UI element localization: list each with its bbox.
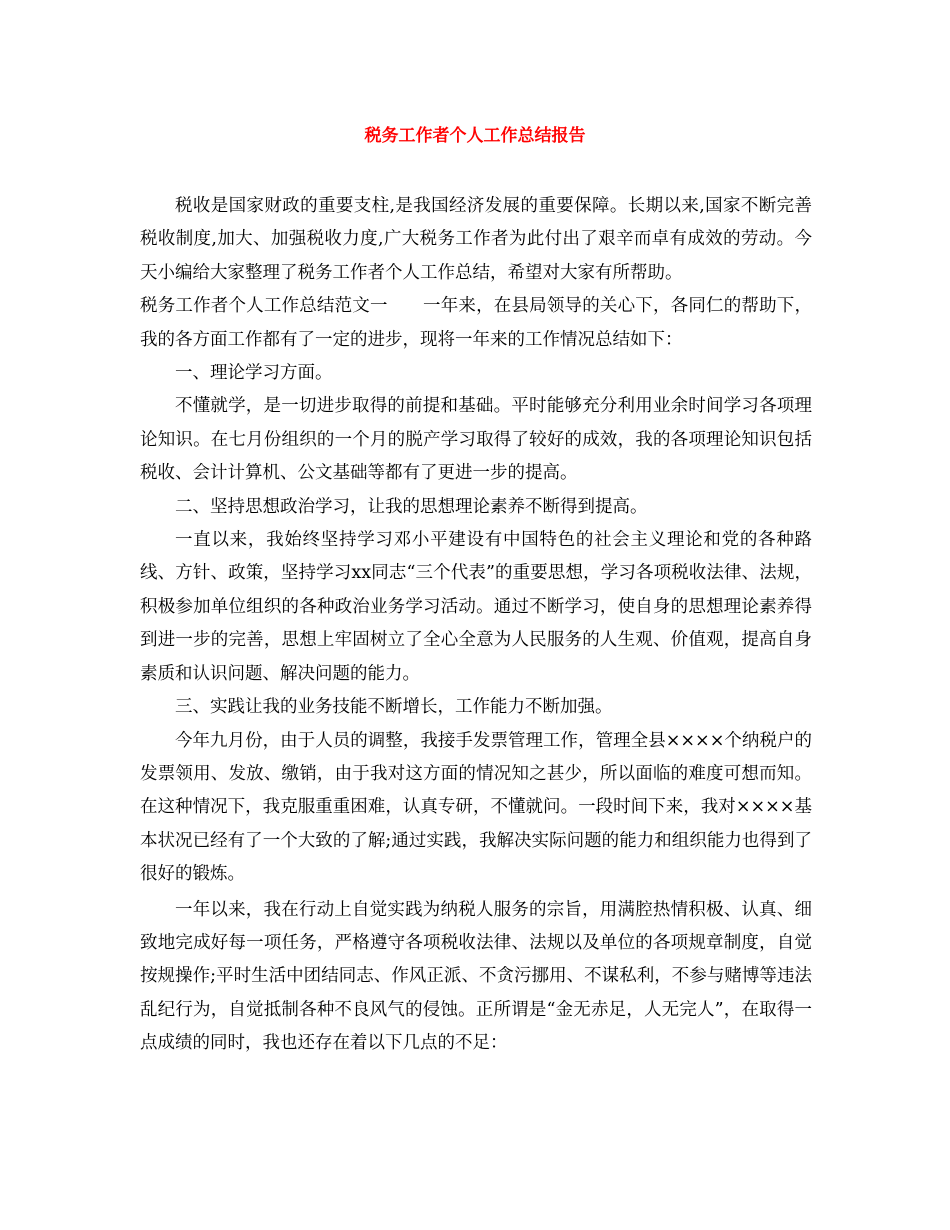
section-heading-2: 二、坚持思想政治学习，让我的思想理论素养不断得到提高。	[175, 496, 648, 517]
intro-paragraph: 税收是国家财政的重要支柱,是我国经济发展的重要保障。长期以来,国家不断完善税收制度,加大、加强税收力度,广大税务工作者为此付出了艰辛而卓有成效的劳动。今天小编给大家整理了税务工作者个人工作总结，希望对大家有所帮助。	[140, 196, 812, 283]
section-heading-3: 三、实践让我的业务技能不断增长，工作能力不断加强。	[175, 697, 613, 718]
sample-heading-paragraph: 税务工作者个人工作总结范文一 一年来，在县局领导的关心下，各同仁的帮助下，我的各方面工作都有了一定的进步，现将一年来的工作情况总结如下：	[140, 296, 812, 350]
section-body-3: 今年九月份，由于人员的调整，我接手发票管理工作，管理全县××××个纳税户的发票领用、发放、缴销，由于我对这方面的情况知之甚少，所以面临的难度可想而知。在这种情况下，我克服重重困难，认真专研，不懂就问。一段时间下来，我对××××基本状况已经有了一个大致的了解;通过实践，我解决实际问题的能力和组织能力也得到了很好的锻炼。	[140, 730, 812, 885]
summary-paragraph: 一年以来，我在行动上自觉实践为纳税人服务的宗旨，用满腔热情积极、认真、细致地完成好每一项任务，严格遵守各项税收法律、法规以及单位的各项规章制度，自觉按规操作;平时生活中团结同志、作风正派、不贪污挪用、不谋私利，不参与赌博等违法乱纪行为，自觉抵制各种不良风气的侵蚀。正所谓是“金无赤足，人无完人”，在取得一点成绩的同时，我也还存在着以下几点的不足：	[140, 899, 812, 1054]
document-body	[140, 190, 812, 1061]
section-heading-1: 一、理论学习方面。	[175, 363, 333, 384]
section-body-2: 一直以来，我始终坚持学习邓小平建设有中国特色的社会主义理论和党的各种路线、方针、政策，坚持学习xx同志“三个代表”的重要思想，学习各项税收法律、法规，积极参加单位组织的各种政治业务学习活动。通过不断学习，使自身的思想理论素养得到进一步的完善，思想上牢固树立了全心全意为人民服务的人生观、价值观，提高自身素质和认识问题、解决问题的能力。	[140, 530, 812, 684]
document-title: 税务工作者个人工作总结报告	[364, 126, 586, 146]
section-body-1: 不懂就学，是一切进步取得的前提和基础。平时能够充分利用业余时间学习各项理论知识。在七月份组织的一个月的脱产学习取得了较好的成效，我的各项理论知识包括税收、会计计算机、公文基础等都有了更进一步的提高。	[140, 396, 812, 484]
